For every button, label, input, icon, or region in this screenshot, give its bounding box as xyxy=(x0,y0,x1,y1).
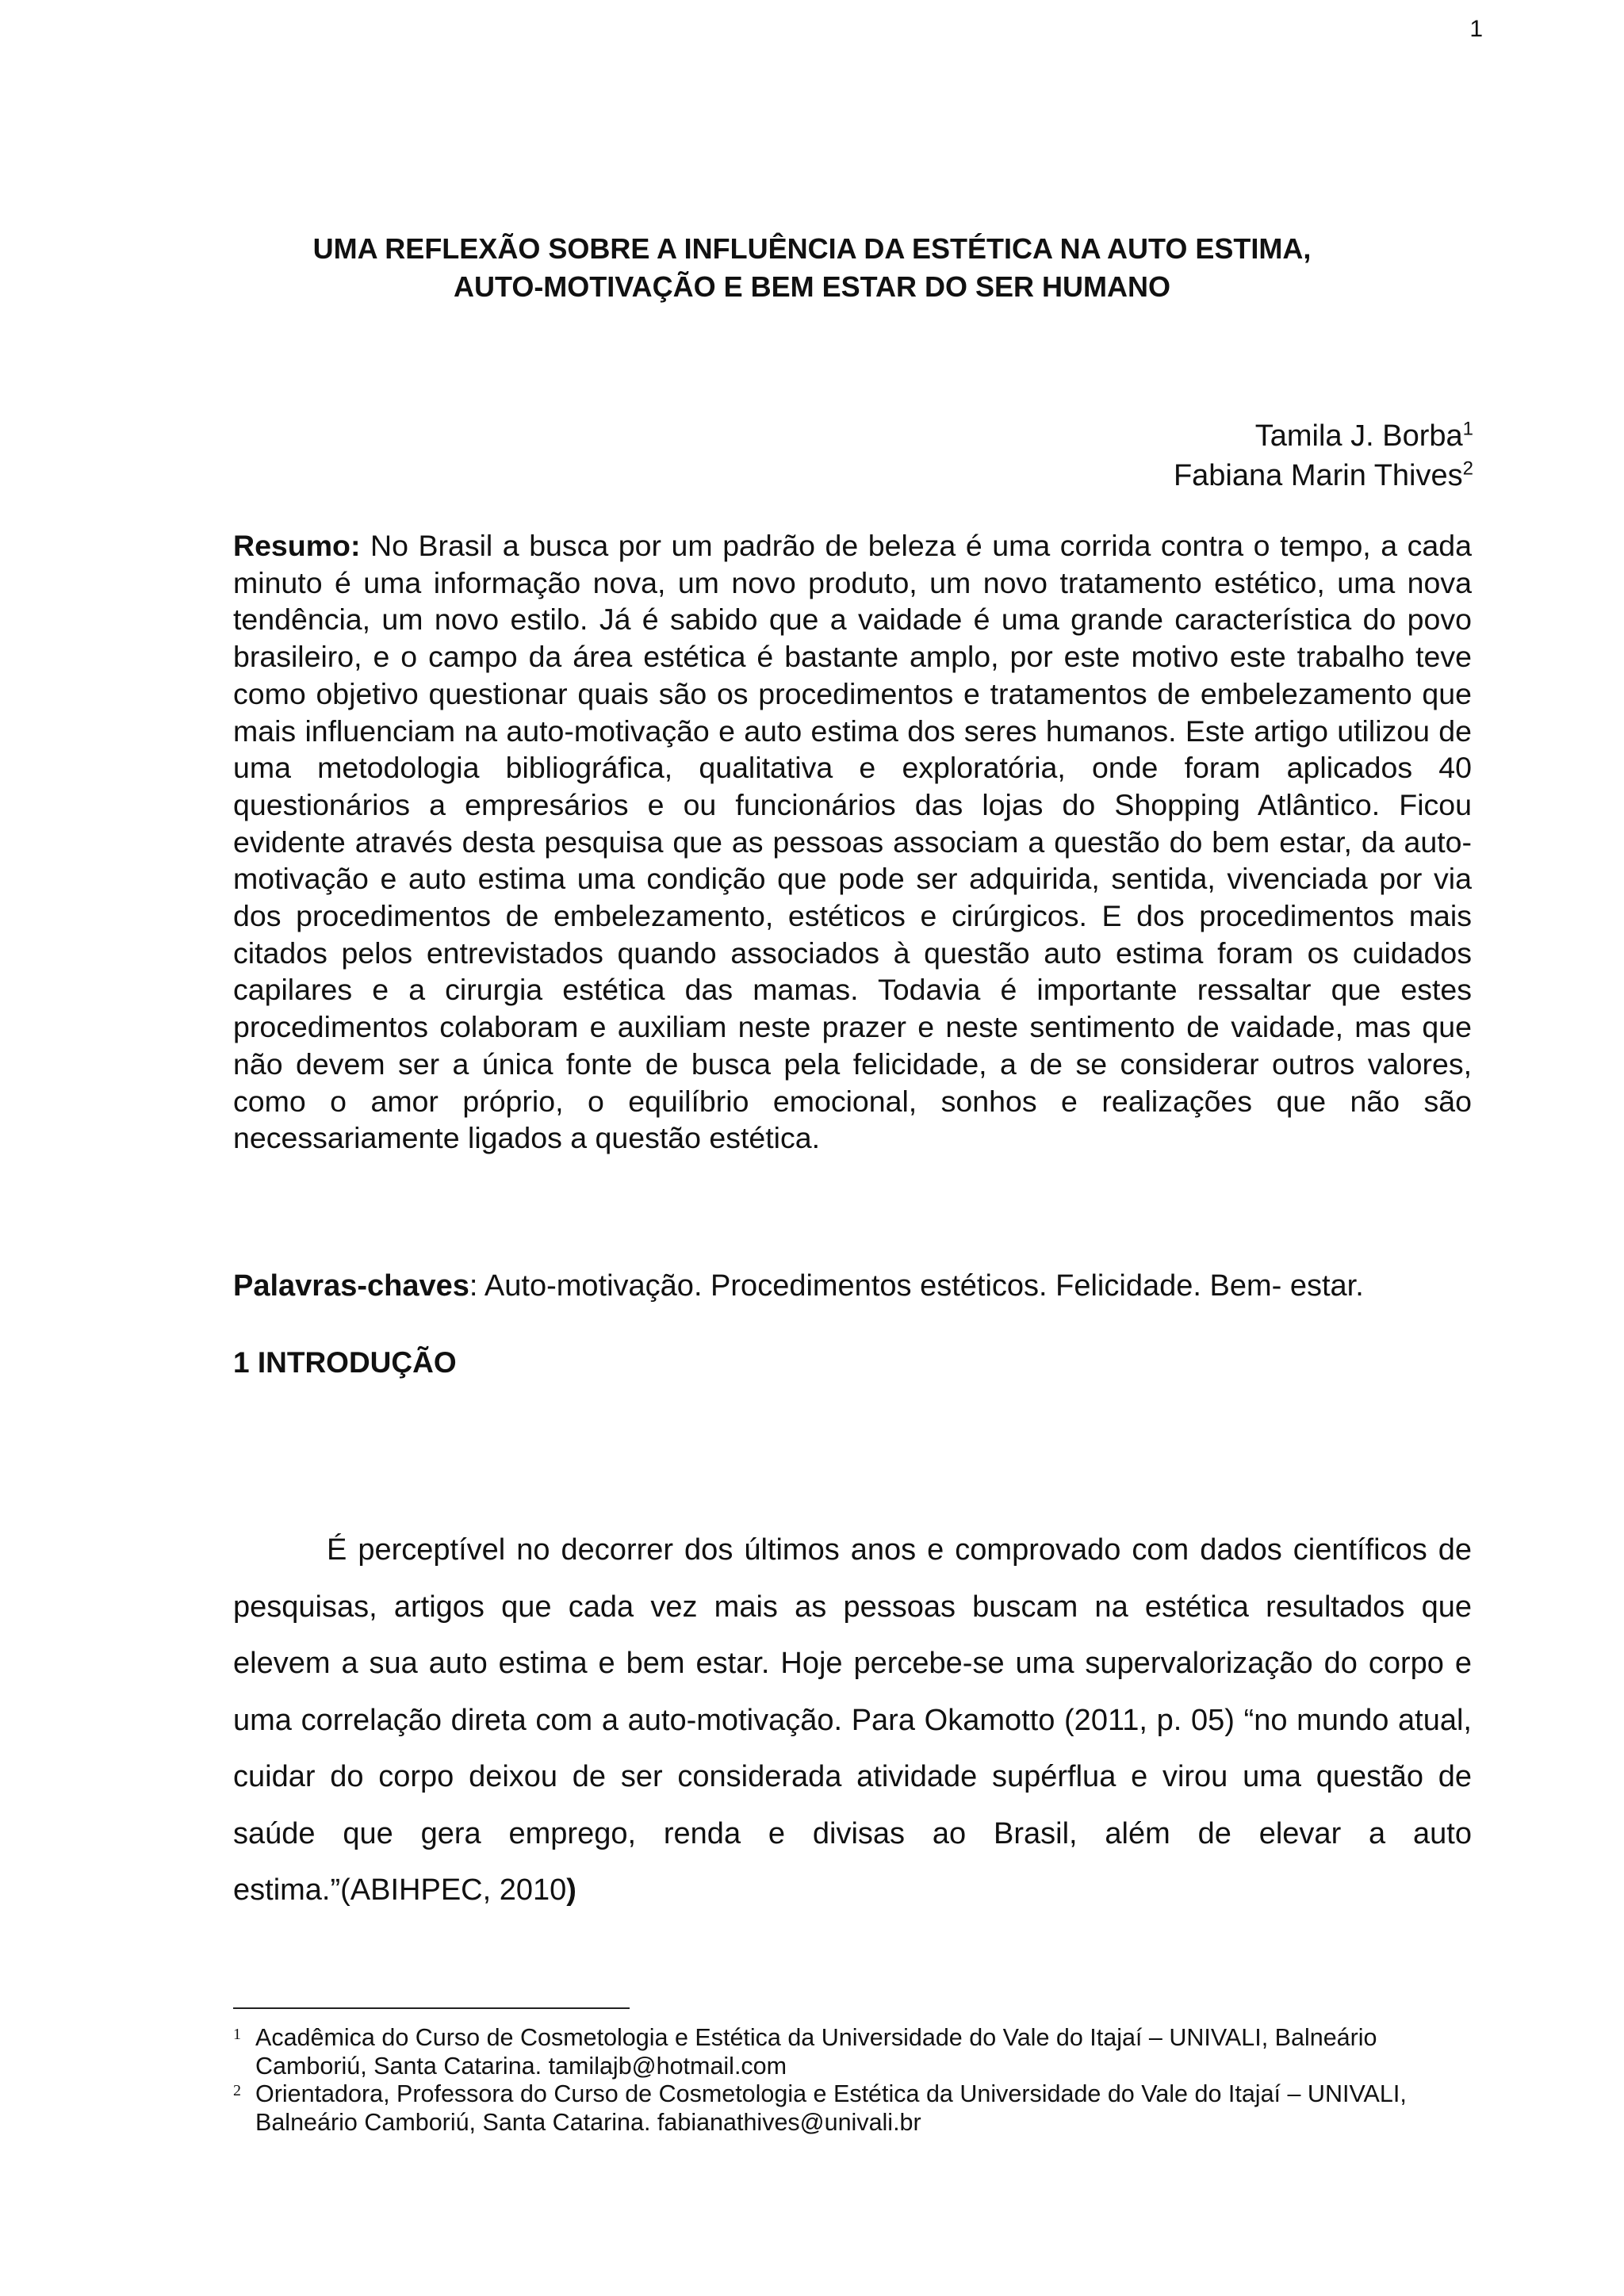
abstract-label: Resumo: xyxy=(233,529,361,562)
author-name: Fabiana Marin Thives xyxy=(1173,459,1463,492)
footnote-mark: 1 xyxy=(233,2026,241,2043)
footnote-text: Acadêmica do Curso de Cosmetologia e Estética da Universidade do Vale do Itajaí – UNIVALI, Balneário Camboriú, Santa Catarina. tamilajb@hotmail.com xyxy=(255,2024,1377,2080)
introduction-paragraph xyxy=(233,1522,1472,1919)
keywords-text: : Auto-motivação. Procedimentos estéticos. Felicidade. Bem- estar. xyxy=(469,1269,1364,1303)
author-name: Tamila J. Borba xyxy=(1254,419,1463,453)
abstract xyxy=(233,527,1472,1157)
introduction-closing: ) xyxy=(566,1873,576,1907)
footnote-separator xyxy=(233,2007,630,2009)
section-heading: 1 INTRODUÇÃO xyxy=(233,1346,457,1379)
footnote-reference[interactable]: 2 xyxy=(1462,457,1473,480)
footnotes xyxy=(233,2024,1472,2137)
footnote-2 xyxy=(233,2080,1472,2137)
title-line-1: UMA REFLEXÃO SOBRE A INFLUÊNCIA DA ESTÉTICA NA AUTO ESTIMA, xyxy=(312,232,1312,265)
author-2 xyxy=(1174,456,1473,496)
footnote-text: Orientadora, Professora do Curso de Cosmetologia e Estética da Universidade do Vale do Itajaí – UNIVALI, Balneário Camboriú, Santa Catarina. fabianathives@univali.br xyxy=(255,2080,1407,2136)
footnote-1 xyxy=(233,2024,1472,2080)
abstract-text: No Brasil a busca por um padrão de beleza é uma corrida contra o tempo, a cada minuto é uma informação nova, um novo produto, um novo tratamento estético, uma nova tendência, um novo estilo. Já é sabido que a vaidade é uma grande característica do povo brasileiro, e o campo da área estética é bastante amplo, por este motivo este trabalho teve como objetivo questionar quais são os procedimentos e tratamentos de embelezamento que mais influenciam na auto-motivação e auto estima dos seres humanos. Este artigo utilizou de uma metodologia bibliográfica, qualitativa e exploratória, onde foram aplicados 40 questionários a empresários e ou funcionários das lojas do Shopping Atlântico. Ficou evidente através desta pesquisa que as pessoas associam a questão do bem estar, da auto-motivação e auto estima uma condição que pode ser adquirida, sentida, vivenciada por via dos procedimentos de embelezamento, estéticos e cirúrgicos. E dos procedimentos mais citados pelos entrevistados quando associados à questão auto estima foram os cuidados capilares e a cirurgia estética das mamas. Todavia é importante ressaltar que estes procedimentos colaboram e auxiliam neste prazer e neste sentimento de vaidade, mas que não devem ser a única fonte de busca pela felicidade, a de se considerar outros valores, como o amor próprio, o equilíbrio emocional, sonhos e realizações que não são necessariamente ligados a questão estética. xyxy=(233,529,1472,1155)
author-list xyxy=(1174,416,1473,496)
keywords xyxy=(233,1267,1472,1305)
footnote-mark: 2 xyxy=(233,2082,241,2099)
page-number: 1 xyxy=(1469,16,1483,42)
author-1 xyxy=(1174,416,1473,456)
keywords-label: Palavras-chaves xyxy=(233,1269,469,1303)
introduction-text: É perceptível no decorrer dos últimos anos e comprovado com dados científicos de pesquisas, artigos que cada vez mais as pessoas buscam na estética resultados que elevem a sua auto estima e bem estar. Hoje percebe-se uma supervalorização do corpo e uma correlação direta com a auto-motivação. Para Okamotto (2011, p. 05) “no mundo atual, cuidar do corpo deixou de ser considerada atividade supérflua e virou uma questão de saúde que gera emprego, renda e divisas ao Brasil, além de elevar a auto estima.”(ABIHPEC, 2010 xyxy=(233,1533,1472,1907)
document-title xyxy=(198,230,1426,306)
title-line-2: AUTO-MOTIVAÇÃO E BEM ESTAR DO SER HUMANO xyxy=(453,270,1170,303)
footnote-reference[interactable]: 1 xyxy=(1462,418,1473,440)
